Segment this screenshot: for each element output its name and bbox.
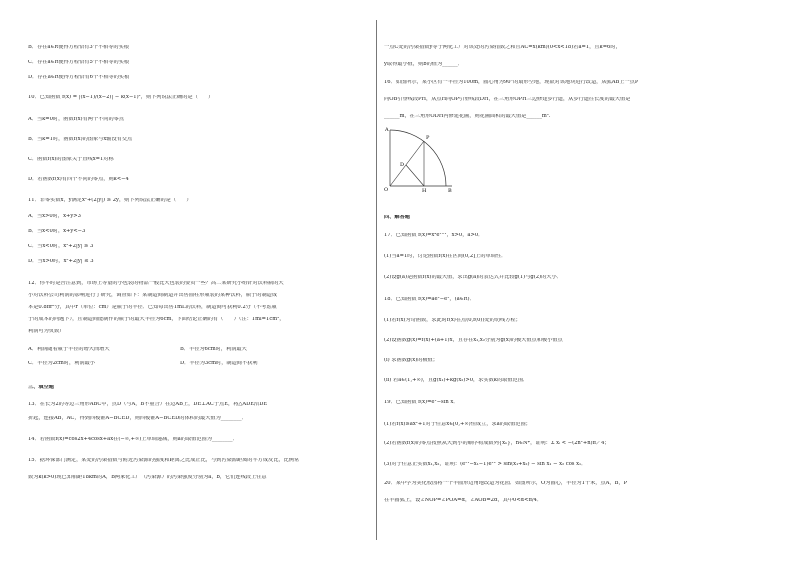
question-line: (3)对于任意正实数x₁,x₂，证明：(eˣ¹−x₁−1)eˣ² > sin(x₁+x₂) − sin x₁ − x₂ cos x₁． — [384, 462, 587, 467]
question-line: 小对饮料公司利润的影响进行了研究，调查如下：某制造商制造并出售圆柱形瓶装的某种饮料，瓶子的制造成 — [28, 293, 278, 298]
question-line: 15．据环保部门测定，某处的污染指数与附近污染源的强度和距离之比成正比，与到污染源距离的平方成反比，比例常 — [28, 458, 300, 463]
question-line: C．当x<0时，x²+2|y| ≥ 3 — [28, 244, 94, 249]
figure-label-A: A — [385, 127, 389, 133]
question-line: 10．已知函数 f(x) = |(x−1)/(x−2)| − k(x−1)²，则下列说法正确的是（ ） — [28, 95, 214, 100]
question-line: B．半径为6cm时，利润最大 — [180, 347, 247, 352]
figure-label-D: D — [400, 162, 405, 168]
question-line: 折起，连接AB，AC，得到四棱锥A−BCED，则四棱锥A−BCED的体积的最大值为________． — [28, 416, 247, 421]
question-line: 19．已知函数 f(x)=eˣ−sin x． — [384, 400, 459, 405]
question-line: B．当k=1时，函数f(x)的图象与x轴没有交点 — [28, 137, 133, 142]
question-line: A．当k=0时，函数f(x)有两个不同的零点 — [28, 117, 125, 122]
question-line: C．函数f(x)的图象关于直线x=1对称 — [28, 157, 114, 162]
question-line: D．半径为3cm时，制造商不获利 — [180, 361, 258, 366]
figure-label-O: O — [384, 187, 389, 193]
question-line: 在半圆弧上，设∠NOP=∠POA=α，∠AOB=2α，其中0<α<π/4． — [384, 498, 543, 503]
question-line: 利润可为负数） — [28, 329, 65, 334]
question-line: 18．已知函数 f(x)=aeˣ−eˣ，(a∈R)． — [384, 297, 475, 302]
question-line: 子的成本的问题下），且制造商能制作的瓶子的最大半径为6cm，下面结论正确的有（ ）（注：1ml=1cm³， — [28, 317, 285, 322]
question-line: 17．已知函数 f(x)=xᵃeˣ⁺¹，x>0，a>0． — [384, 233, 484, 238]
figure-label-P: P — [426, 135, 430, 141]
question-line: 向OB引垂线段PH，从点H向OP引垂线段DH，在三角形OPH三边修建步行道，从步行道往长度的最大值是 — [384, 97, 631, 102]
question-line: D．当x>0时，x²+2|y| ≤ 3 — [28, 259, 94, 264]
question-line: D．若函数f(x)有四个不同的零点，则k<−4 — [28, 177, 129, 182]
question-line: B．存在a∈R使得方程恰有3个不相等的实根 — [28, 45, 129, 50]
question-line: A．当x>0时，x+y>3 — [28, 214, 81, 219]
question-line: B．当x<0时，x+y<−3 — [28, 229, 86, 234]
sector-figure — [384, 124, 474, 194]
question-line: 13．在长为2的等边三角形ABC中，点D（与A，B不重合）在边AB上，DE⊥AC于点E，将△ADE沿DE — [28, 402, 268, 407]
question-line: (1)当a=1时，讨论函数f(x)在区间(0,2]上的单调性． — [384, 254, 507, 259]
question-line: (1)若f(x)为奇函数，求此时f(x)在点(0,f(0))处的切线方程； — [384, 318, 521, 323]
question-line: A．利润随着瓶子半径的增大而增大 — [28, 347, 110, 352]
question-line: ______m，在三角形ODH内修建花圃，则花圃面积的最大值是______m². — [384, 114, 551, 119]
question-line: C．半径为2cm时，利润最小 — [28, 361, 95, 366]
question-line: y取得最小值，则b的值为______． — [384, 62, 463, 67]
section-heading: 四、解答题 — [384, 215, 410, 220]
question-line: (1)若f(x)≥ax²+1对于任意x∈[0,+∞)恒成立，求a的取值范围； — [384, 422, 531, 427]
question-line: (2)若函数f(x)的零点按照从大到小的顺序构成数列{xₙ}，n∈N*，证明：Σ xᵢ < −(2n²+n)π／4； — [384, 441, 610, 446]
question-line: 12．你平时是否注意到，市场上等量的小包装的物品一般比大包装的要贵一些？高二某研究小组针对饮料瓶的大 — [28, 281, 284, 286]
question-line: 20．某中学为美化校园将一个半圆形边角地改造为花园．如图所示，O为圆心，半径为1千米，点A，B，P — [384, 481, 628, 486]
column-divider — [376, 20, 377, 540]
question-line: 16．如图所示，某小区有一半径为100m，圆心角为90°的扇形空地，现欲对该地块进行改造，从弧AB上一点P — [384, 80, 639, 85]
question-line: 11．非零实数x，y满足x²+(2|y|) ≥ 2y，则下列说法正确的是（ ） — [28, 198, 192, 203]
question-line: 一点C处的污染指数y等于两化工厂对该处的污染指数之和且AC=x(km)(0<x<18)若a=1，且k=6时， — [384, 45, 621, 50]
question-line: D．存在a∈R使得方程恰有6个不相等的实根 — [28, 75, 130, 80]
question-line: 数为k(k>0)现已知相距18km的A，B两家化工厂（污染源）的污染强度分别为a，b，它们连线段上任意 — [28, 475, 267, 480]
question-line: 14．若函数f(x)=cos2x+4cosx+ax在(−∞,+∞)上单调递减，则a的取值范围为________． — [28, 437, 238, 442]
question-line: (i) 求函数g(x)的极值； — [384, 358, 438, 363]
figure-label-H: H — [422, 188, 427, 194]
question-line: (2)设g(a)是函数f(x)的最大值，求出g(a)的表达式并比较g(1)与g(2)的大小． — [384, 275, 562, 280]
question-line: (ii) 若a∈(1,+∞)，且g(x₁)+kg(x₂)>0，求实数k的取值范围． — [384, 378, 529, 383]
section-heading: 三、填空题 — [28, 385, 54, 390]
question-line: C．存在a∈R使得方程恰有5个不相等的实根 — [28, 60, 130, 65]
question-line: (2)设函数g(x)=f(x)+(a+1)x，且存在x₁,x₂分别为g(x)的极大值点和极小值点 — [384, 338, 563, 343]
figure-label-B: B — [448, 188, 452, 194]
question-line: 本是0.8πr²分，其中r（单位：cm）是瓶子的半径．已知每出售1mL的饮料，制造商可获利0.2分（不考虑瓶 — [28, 305, 277, 310]
